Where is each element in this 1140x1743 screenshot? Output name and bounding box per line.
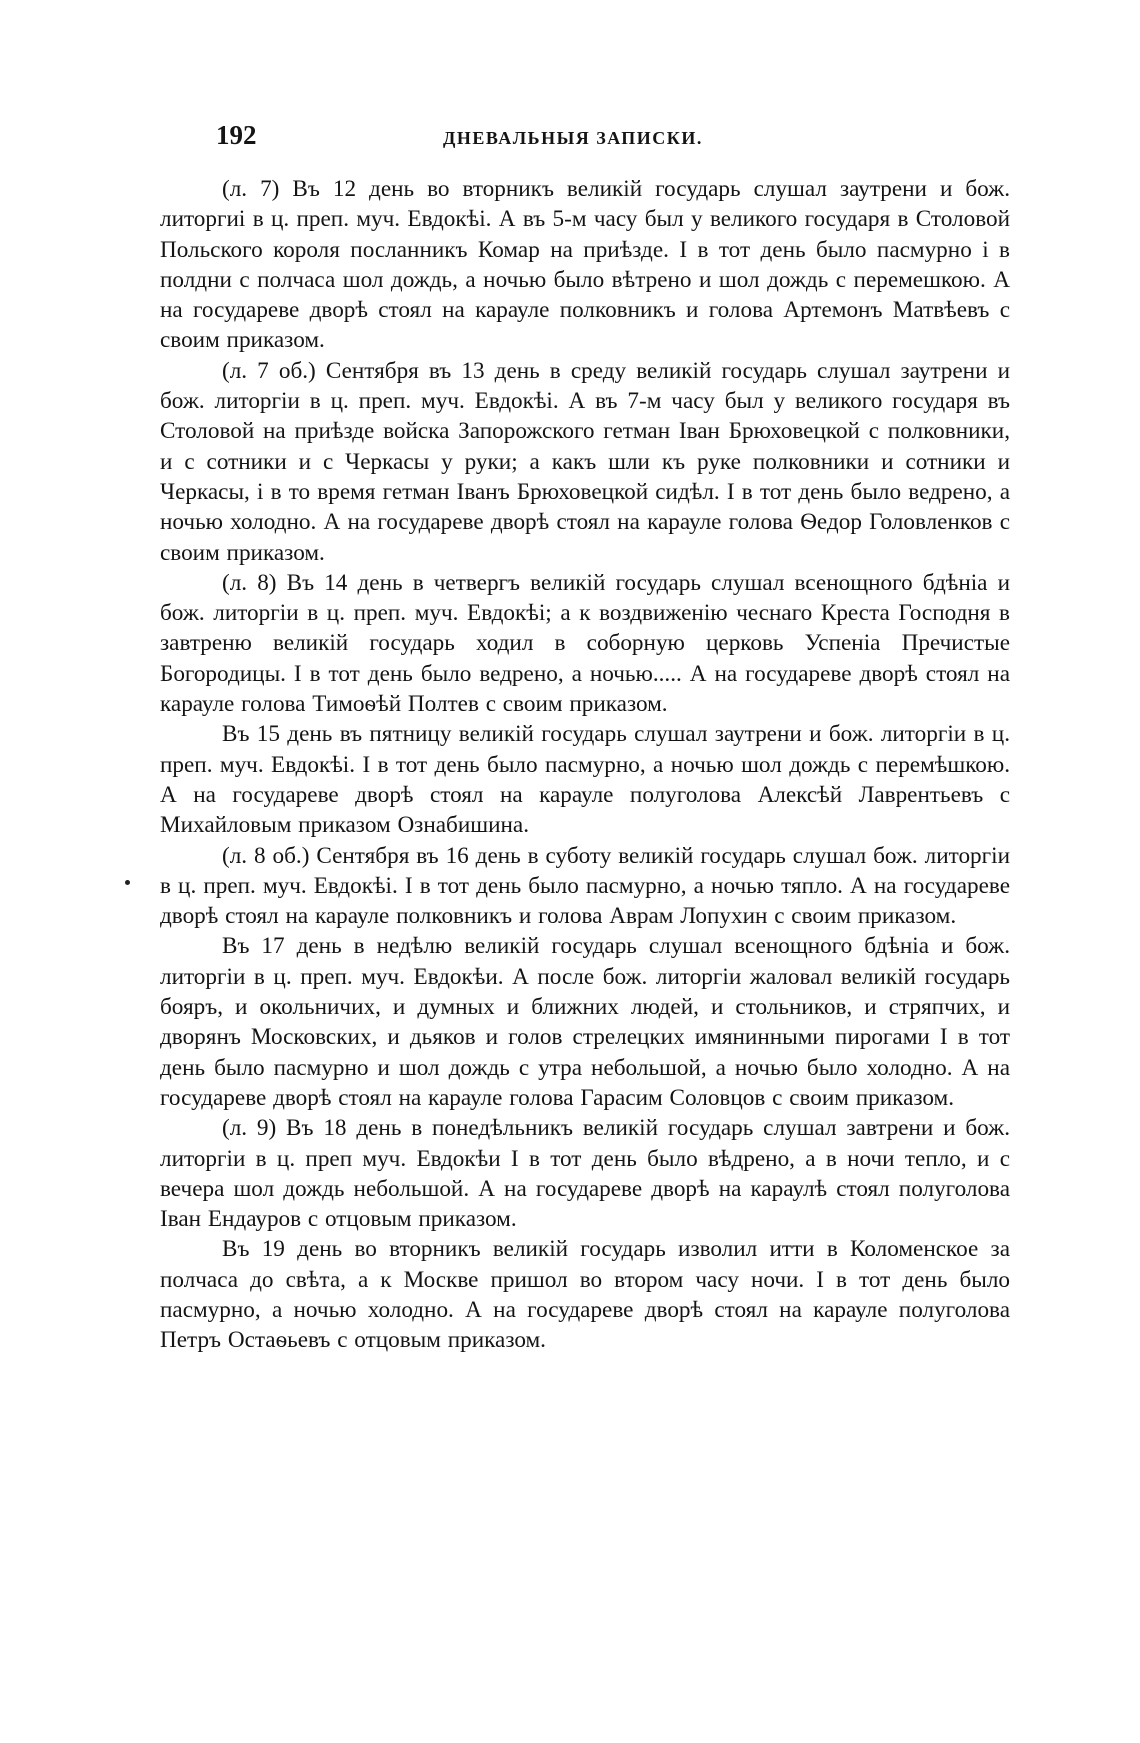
body-text — [160, 174, 1010, 1356]
paragraph-sept-14: (л. 8) Въ 14 день в четвергъ великій государь слушал всенощного бдѣніа и бож. литоргіи в ц. преп. муч. Евдокѣі; а к воздвиженію чеснаго Креста Господня в завтреню великій государь ходил в соборную церковь Успеніа Пречистые Богородицы. І в тот день было ведрено, а ночью..... А на государеве дворѣ стоял на карауле голова Тимоѳѣй Полтев с своим приказом. — [160, 569, 1010, 718]
paragraph-sept-18: (л. 9) Въ 18 день в понедѣльникъ великій государь слушал завтрени и бож. литоргіи в ц. преп муч. Евдокѣи І в тот день было вѣдрено, а в ночи тепло, и с вечера шол дождь небольшой. А на государеве дворѣ на караулѣ стоял полуголова Іван Ендауров с отцовым приказом. — [160, 1115, 1010, 1233]
paragraph-sept-17: Въ 17 день в недѣлю великій государь слушал всенощного бдѣніа и бож. литоргіи в ц. преп. муч. Евдокѣи. А после бож. литоргіи жаловал великій государь бояръ, и окольничих, и думных и ближних людей, и стольников, и стряпчих, и дворянъ Московских, и дьяков и голов стрелецких имянинными пирогами І в тот день было пасмурно и шол дождь с утра небольшой, а ночью было холодно. А на государеве дворѣ стоял на карауле голова Гарасим Соловцов с своим приказом. — [160, 933, 1010, 1111]
paragraph-sept-13: (л. 7 об.) Сентября въ 13 день в среду великій государь слушал заутрени и бож. литоргіи в ц. преп. муч. Евдокѣі. А въ 7-м часу был у великого государя въ Столовой на приѣзде войска Запорожского гетман Іван Брюховецкой с полковники, и с сотники и с Черкасы у руки; а какъ шли къ руке полковники и сотники и Черкасы, і в то время гетман Іванъ Брюховецкой сидѣл. І в тот день было ведрено, а ночью холодно. А на государеве дворѣ стоял на карауле голова Ѳедор Головленков с своим приказом. — [160, 357, 1010, 566]
running-head — [160, 112, 1010, 162]
paragraph-sept-12: (л. 7) Въ 12 день во вторникъ великій государь слушал заутрени и бож. литоргиі в ц. преп. муч. Евдокѣі. А въ 5-м часу был у великого государя в Столовой Польского короля посланникъ Комар на приѣзде. І в тот день было пасмурно і в полдни с полчаса шол дождь, а ночью было вѣтрено и шол дождь с перемешкою. А на государеве дворѣ стоял на карауле полковникъ и голова Артемонъ Матвѣевъ с своим приказом. — [160, 176, 1010, 354]
running-head-title: ДНЕВАЛЬНЫЯ ЗАПИСКИ. — [443, 128, 703, 148]
margin-dot — [125, 880, 130, 885]
book-page — [160, 112, 1010, 1356]
page-number: 192 — [216, 120, 257, 150]
paragraph-sept-19: Въ 19 день во вторникъ великій государь изволил итти в Коломенское за полчаса до свѣта, а к Москве пришол во втором часу ночи. І в тот день было пасмурно, а ночью холодно. А на государеве дворѣ стоял на карауле полуголова Петръ Остаѳьевъ с отцовым приказом. — [160, 1236, 1010, 1354]
paragraph-sept-16: (л. 8 об.) Сентября въ 16 день в суботу великій государь слушал бож. литоргіи в ц. преп. муч. Евдокѣі. І в тот день было пасмурно, а ночью тяпло. А на государеве дворѣ стоял на карауле полковникъ и голова Аврам Лопухин с своим приказом. — [160, 842, 1010, 930]
paragraph-sept-15: Въ 15 день въ пятницу великій государь слушал заутрени и бож. литоргіи в ц. преп. муч. Евдокѣі. І в тот день было пасмурно, а ночью шол дождь с перемѣшкою. А на государеве дворѣ стоял на карауле полуголова Алексѣй Лаврентьевъ с Михайловым приказом Ознабишина. — [160, 721, 1010, 839]
